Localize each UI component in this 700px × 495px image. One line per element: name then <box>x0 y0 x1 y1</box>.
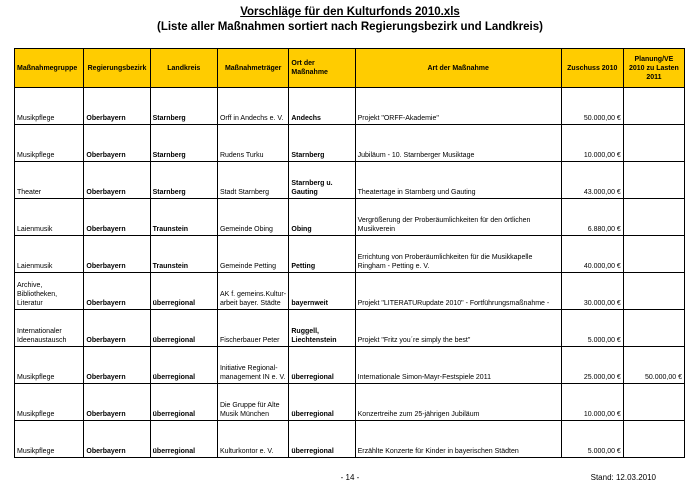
header-art: Art der Maßnahme <box>355 49 561 88</box>
document-subtitle: (Liste aller Maßnahmen sortiert nach Regierungsbezirk und Landkreis) <box>157 21 543 33</box>
cell-traeger: Stadt Starnberg <box>217 162 288 199</box>
cell-planung <box>623 273 684 310</box>
cell-bezirk: Oberbayern <box>84 421 150 458</box>
header-gruppe: Maßnahmegruppe <box>15 49 84 88</box>
cell-bezirk: Oberbayern <box>84 88 150 125</box>
table-row <box>15 88 685 125</box>
cell-bezirk: Oberbayern <box>84 347 150 384</box>
table-row <box>15 310 685 347</box>
cell-gruppe: Archive, Bibliotheken, Literatur <box>15 273 84 310</box>
cell-ort: bayernweit <box>289 273 355 310</box>
cell-zuschuss: 10.000,00 € <box>561 384 623 421</box>
cell-ort: überregional <box>289 347 355 384</box>
cell-zuschuss: 5.000,00 € <box>561 421 623 458</box>
cell-gruppe: Musikpflege <box>15 384 84 421</box>
cell-bezirk: Oberbayern <box>84 199 150 236</box>
cell-zuschuss: 10.000,00 € <box>561 125 623 162</box>
cell-zuschuss: 5.000,00 € <box>561 310 623 347</box>
table-row <box>15 199 685 236</box>
cell-bezirk: Oberbayern <box>84 384 150 421</box>
cell-gruppe: Laienmusik <box>15 236 84 273</box>
cell-ort: Andechs <box>289 88 355 125</box>
cell-bezirk: Oberbayern <box>84 273 150 310</box>
cell-traeger: Gemeinde Obing <box>217 199 288 236</box>
cell-ort: Ruggell, Liechtenstein <box>289 310 355 347</box>
cell-traeger: Orff in Andechs e. V. <box>217 88 288 125</box>
cell-gruppe: Internationaler Ideenaustausch <box>15 310 84 347</box>
cell-landkreis: überregional <box>150 347 217 384</box>
header-zuschuss: Zuschuss 2010 <box>561 49 623 88</box>
header-traeger: Maßnahmeträger <box>217 49 288 88</box>
cell-ort: Starnberg u. Gauting <box>289 162 355 199</box>
cell-planung <box>623 199 684 236</box>
cell-traeger: Rudens Turku <box>217 125 288 162</box>
cell-zuschuss: 43.000,00 € <box>561 162 623 199</box>
cell-ort: überregional <box>289 421 355 458</box>
cell-ort: überregional <box>289 384 355 421</box>
cell-landkreis: Starnberg <box>150 162 217 199</box>
measures-table <box>14 48 685 458</box>
cell-landkreis: Traunstein <box>150 236 217 273</box>
cell-bezirk: Oberbayern <box>84 125 150 162</box>
cell-ort: Petting <box>289 236 355 273</box>
cell-traeger: Die Gruppe für Alte Musik München <box>217 384 288 421</box>
header-bezirk: Regierungsbezirk <box>84 49 150 88</box>
cell-art: Projekt "LITERATURupdate 2010" - Fortführungsmaßnahme - <box>355 273 561 310</box>
cell-planung: 50.000,00 € <box>623 347 684 384</box>
table-row <box>15 125 685 162</box>
cell-planung <box>623 162 684 199</box>
status-date: Stand: 12.03.2010 <box>590 473 656 482</box>
header-ort: Ort der Maßnahme <box>289 49 355 88</box>
cell-landkreis: Traunstein <box>150 199 217 236</box>
table-row <box>15 162 685 199</box>
cell-ort: Starnberg <box>289 125 355 162</box>
cell-zuschuss: 50.000,00 € <box>561 88 623 125</box>
cell-landkreis: überregional <box>150 310 217 347</box>
document-title: Vorschläge für den Kulturfonds 2010.xls <box>240 6 460 18</box>
cell-traeger: Kulturkontor e. V. <box>217 421 288 458</box>
cell-planung <box>623 421 684 458</box>
cell-landkreis: überregional <box>150 421 217 458</box>
table-header-row <box>15 49 685 88</box>
cell-art: Vergrößerung der Proberäumlichkeiten für den örtlichen Musikverein <box>355 199 561 236</box>
cell-gruppe: Musikpflege <box>15 88 84 125</box>
cell-planung <box>623 384 684 421</box>
cell-traeger: AK f. gemeins.Kultur-arbeit bayer. Städte <box>217 273 288 310</box>
cell-ort: Obing <box>289 199 355 236</box>
table-row <box>15 347 685 384</box>
cell-planung <box>623 88 684 125</box>
cell-bezirk: Oberbayern <box>84 162 150 199</box>
cell-art: Internationale Simon-Mayr-Festspiele 2011 <box>355 347 561 384</box>
cell-gruppe: Musikpflege <box>15 347 84 384</box>
cell-bezirk: Oberbayern <box>84 310 150 347</box>
document-header <box>0 5 700 35</box>
cell-planung <box>623 310 684 347</box>
cell-art: Projekt "Fritz you´re simply the best" <box>355 310 561 347</box>
table-row <box>15 421 685 458</box>
cell-planung <box>623 125 684 162</box>
cell-landkreis: überregional <box>150 273 217 310</box>
cell-traeger: Fischerbauer Peter <box>217 310 288 347</box>
cell-art: Jubiläum - 10. Starnberger Musiktage <box>355 125 561 162</box>
cell-gruppe: Theater <box>15 162 84 199</box>
cell-traeger: Gemeinde Petting <box>217 236 288 273</box>
table-row <box>15 273 685 310</box>
cell-traeger: Initiative Regional-management IN e. V. <box>217 347 288 384</box>
cell-art: Theatertage in Starnberg und Gauting <box>355 162 561 199</box>
cell-bezirk: Oberbayern <box>84 236 150 273</box>
cell-art: Konzertreihe zum 25-jährigen Jubiläum <box>355 384 561 421</box>
table-row <box>15 384 685 421</box>
cell-gruppe: Musikpflege <box>15 125 84 162</box>
header-planung: Planung/VE 2010 zu Lasten 2011 <box>623 49 684 88</box>
cell-landkreis: Starnberg <box>150 88 217 125</box>
cell-gruppe: Musikpflege <box>15 421 84 458</box>
cell-landkreis: überregional <box>150 384 217 421</box>
cell-art: Errichtung von Proberäumlichkeiten für die Musikkapelle Ringham - Petting e. V. <box>355 236 561 273</box>
header-landkreis: Landkreis <box>150 49 217 88</box>
page-number: - 14 - <box>340 473 360 482</box>
table-body <box>15 88 685 458</box>
cell-gruppe: Laienmusik <box>15 199 84 236</box>
cell-zuschuss: 40.000,00 € <box>561 236 623 273</box>
table-row <box>15 236 685 273</box>
cell-art: Projekt "ORFF-Akademie" <box>355 88 561 125</box>
cell-planung <box>623 236 684 273</box>
cell-landkreis: Starnberg <box>150 125 217 162</box>
cell-art: Erzählte Konzerte für Kinder in bayerischen Städten <box>355 421 561 458</box>
cell-zuschuss: 25.000,00 € <box>561 347 623 384</box>
cell-zuschuss: 6.880,00 € <box>561 199 623 236</box>
cell-zuschuss: 30.000,00 € <box>561 273 623 310</box>
